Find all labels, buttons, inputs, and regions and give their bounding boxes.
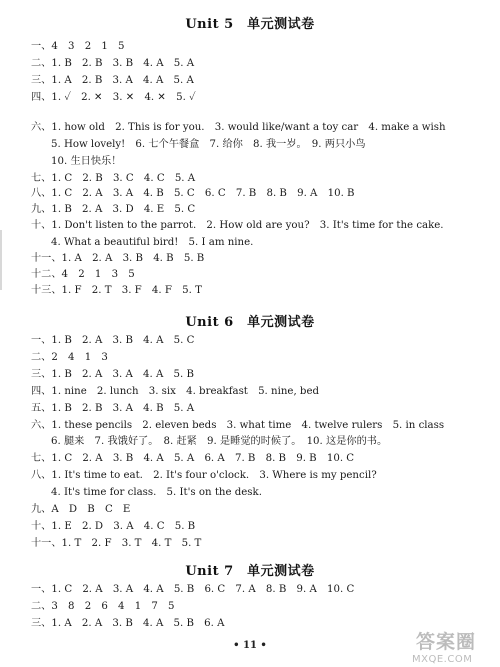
u6-line-2: 二、2 4 1 3 [31,352,108,363]
u5-line-5: 六、1. how old 2. This is for you. 3. would like/want a toy car 4. make a wish [31,122,446,133]
unit-6-title: Unit 6 单元测试卷 [185,315,315,330]
u5-line-4: 四、1. ✓ 2. ✕ 3. ✕ 4. ✕ 5. ✓ [31,92,196,103]
watermark-logo [410,627,496,665]
u7-line-2: 二、3 8 2 6 4 1 7 5 [31,601,175,612]
u5-line-1: 一、4 3 2 1 5 [31,41,125,52]
u6-line-12: 十、1. E 2. D 3. A 4. C 5. B [31,521,196,532]
u6-line-5: 五、1. B 2. B 3. A 4. B 5. A [31,403,195,414]
u6-line-8: 七、1. C 2. A 3. B 4. A 5. A 6. A 7. B 8. B 9. B 10. C [31,453,355,464]
u5-line-12: 4. What a beautiful bird! 5. I am nine. [51,237,254,248]
u6-line-13: 十一、1. T 2. F 3. T 4. T 5. T [31,538,202,549]
page-number: • 11 • [233,640,267,651]
u5-line-7: 10. 生日快乐！ [51,156,122,167]
u5-line-6: 5. How lovely! 6. 七个午餐盒 7. 给你 8. 我一岁。 9. 两只小鸟 [51,139,366,150]
watermark-site-text: MXQE.COM [412,654,473,665]
u7-line-1: 一、1. C 2. A 3. A 4. A 5. B 6. C 7. A 8. B 9. A 10. C [31,584,355,595]
u5-line-9: 八、1. C 2. A 3. A 4. B 5. C 6. C 7. B 8. B 9. A 10. B [31,188,355,199]
u6-line-10: 4. It's time for class. 5. It's on the desk. [51,487,262,498]
u5-line-3: 三、1. A 2. B 3. A 4. A 5. A [31,75,194,86]
u7-line-3: 三、1. A 2. A 3. B 4. A 5. B 6. A [31,618,225,629]
u6-line-6: 六、1. these pencils 2. eleven beds 3. what time 4. twelve rulers 5. in class [31,420,445,431]
binding-margin-mark [0,230,2,290]
u5-line-13: 十一、1. A 2. A 3. B 4. B 5. B [31,253,205,264]
unit-5-title: Unit 5 单元测试卷 [185,17,315,32]
u6-line-11: 九、A D B C E [31,504,131,515]
u5-line-11: 十、1. Don't listen to the parrot. 2. How old are you? 3. It's time for the cake. [31,220,444,231]
u5-line-2: 二、1. B 2. B 3. B 4. A 5. A [31,58,195,69]
u5-line-15: 十三、1. F 2. T 3. F 4. F 5. T [31,285,202,296]
watermark-logo-text: 答案圈 [416,631,477,653]
u6-line-4: 四、1. nine 2. lunch 3. six 4. breakfast 5. nine, bed [31,386,319,397]
u5-line-10: 九、1. B 2. A 3. D 4. E 5. C [31,204,196,215]
u5-line-8: 七、1. C 2. B 3. C 4. C 5. A [31,173,196,184]
u6-line-3: 三、1. B 2. A 3. A 4. A 5. B [31,369,194,380]
u5-line-14: 十二、4 2 1 3 5 [31,269,135,280]
u6-line-1: 一、1. B 2. A 3. B 4. A 5. C [31,335,195,346]
u6-line-7: 6. 腿来 7. 我饿好了。 8. 赶紧 9. 是睡觉的时候了。 10. 这是你的书。 [51,436,388,447]
u6-line-9: 八、1. It's time to eat. 2. It's four o'clock. 3. Where is my pencil? [31,470,377,481]
unit-7-title: Unit 7 单元测试卷 [185,564,315,579]
